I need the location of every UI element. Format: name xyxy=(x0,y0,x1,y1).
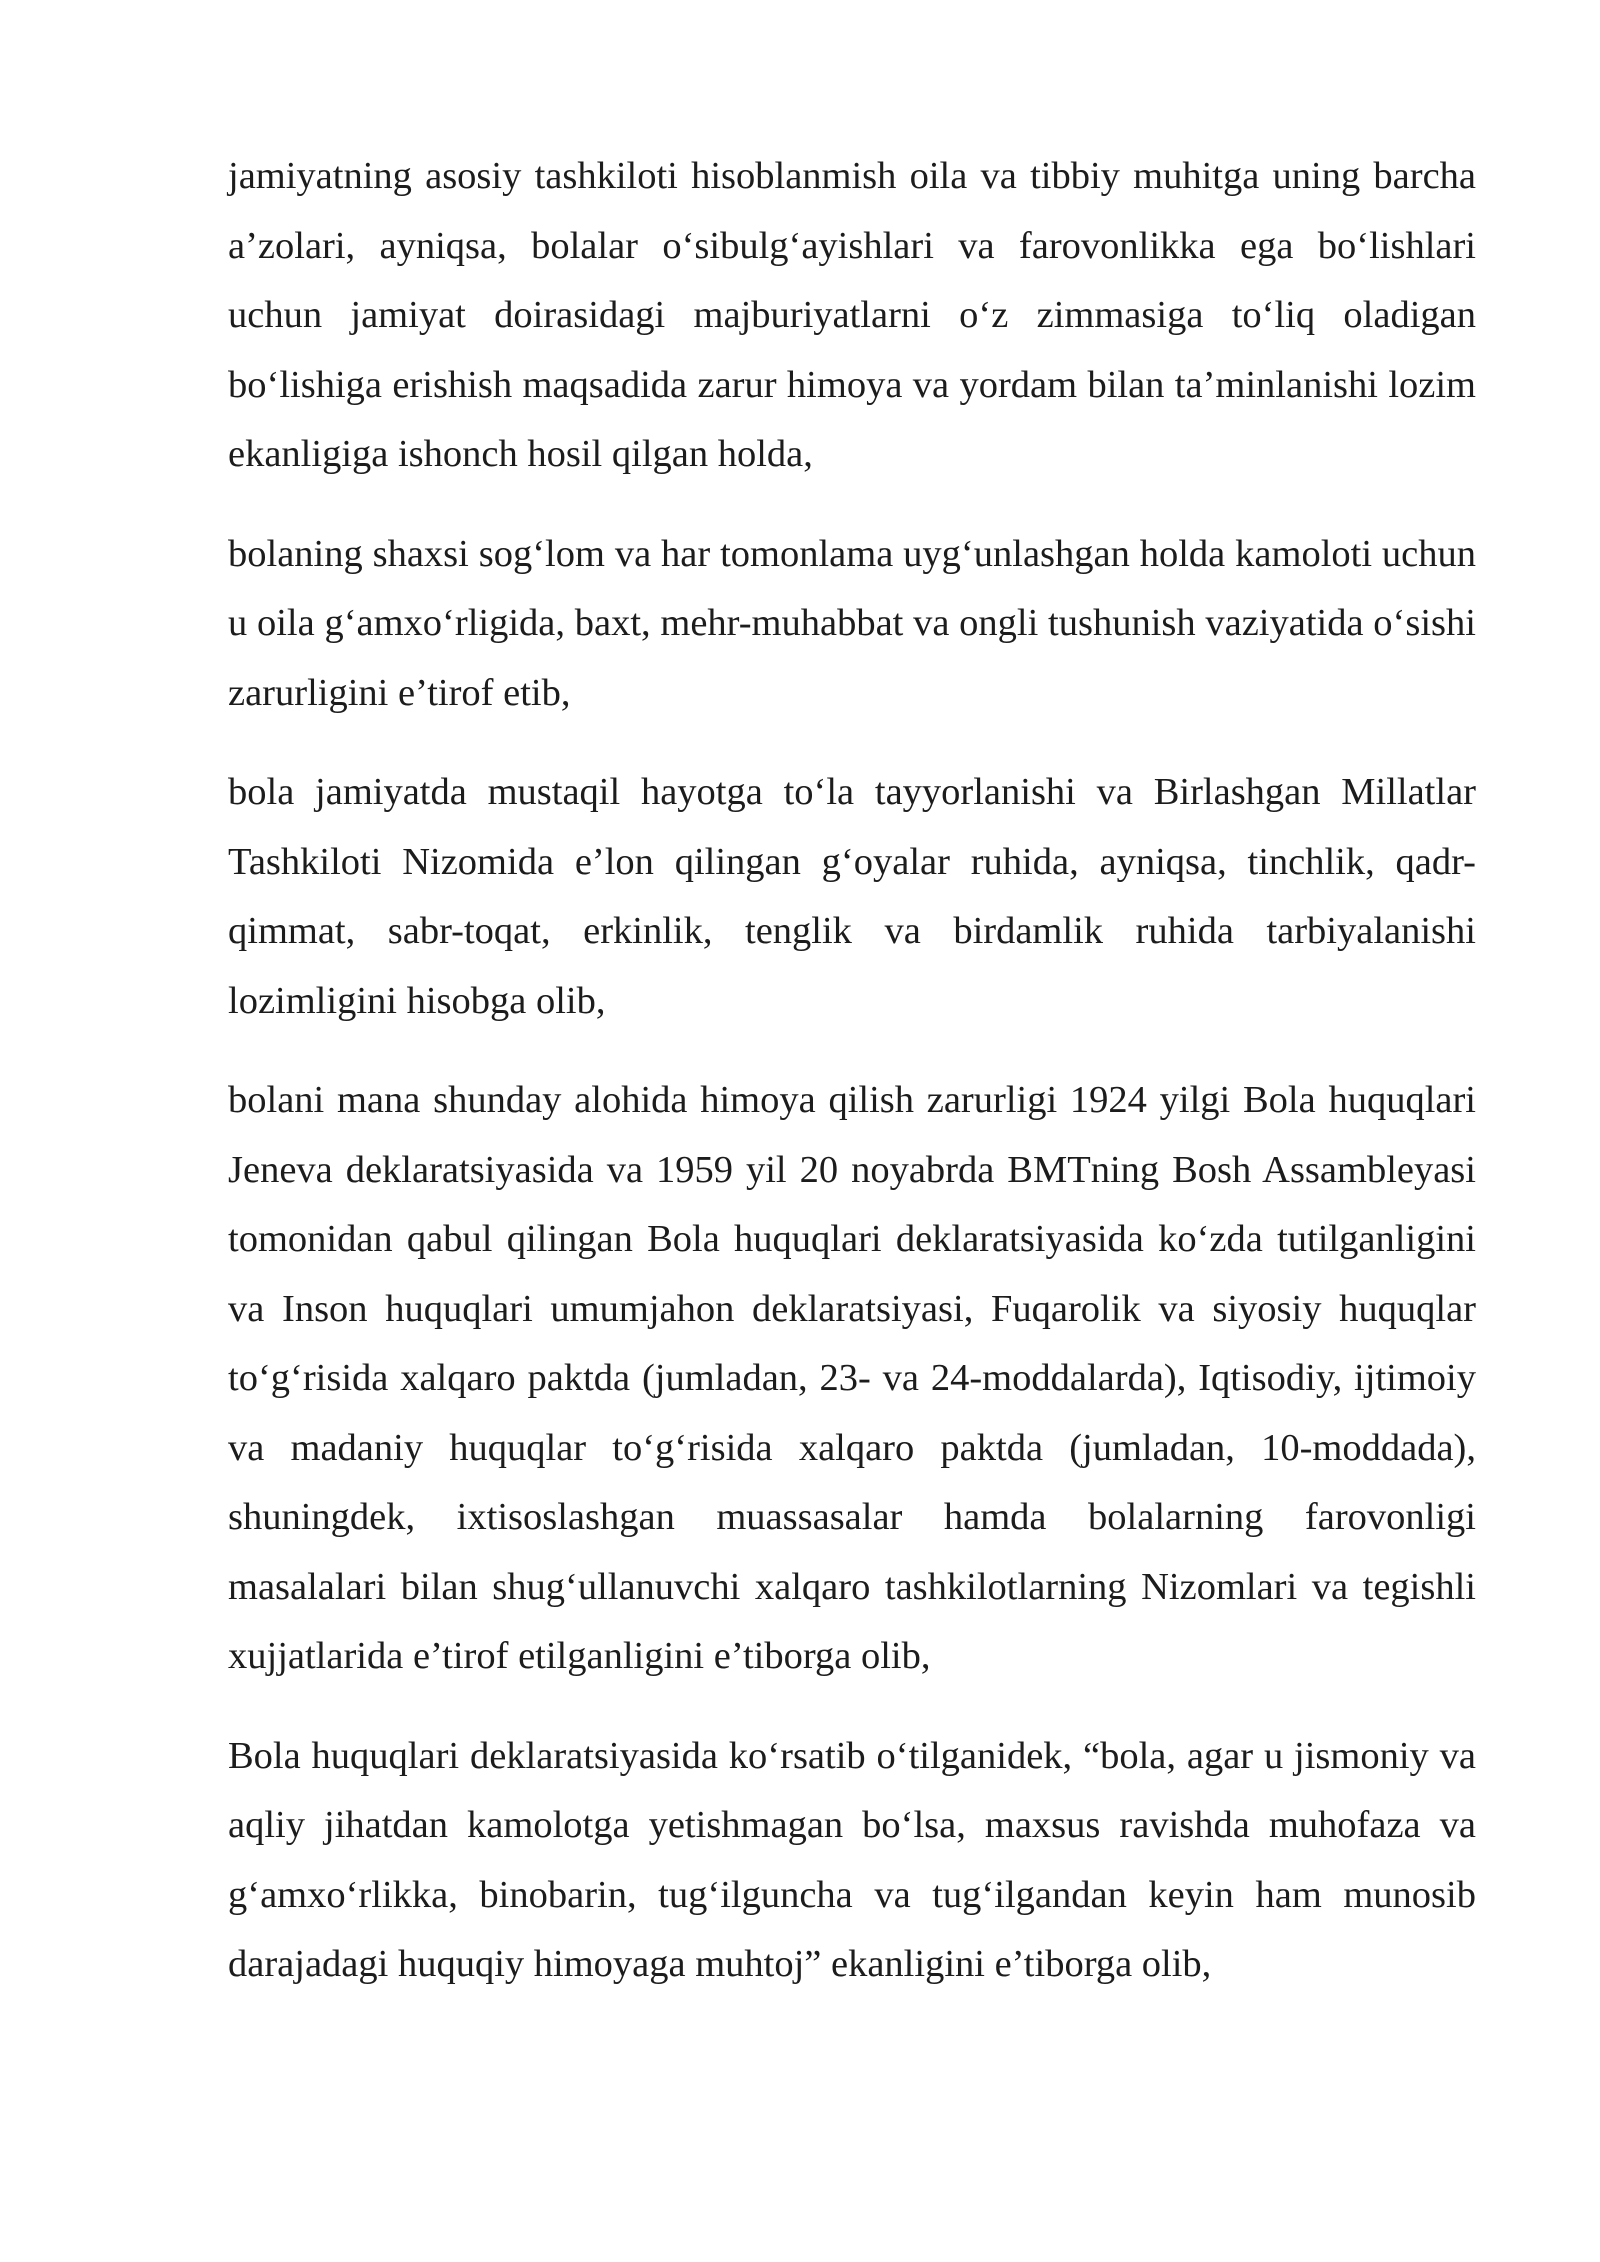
paragraph-1: jamiyatning asosiy tashkiloti hisoblanmish oila va tibbiy muhitga uning barcha a’zolari, ayniqsa, bolalar o‘sibulg‘ayishlari va farovonlikka ega bo‘lishlari uchun jamiyat doirasidagi majburiyatlarni o‘z zimmasiga to‘liq oladigan bo‘lishiga erishish maqsadida zarur himoya va yordam bilan ta’minlanishi lozim ekanligiga ishonch hosil qilgan holda, xyxy=(228,155,1476,475)
paragraph-5: Bola huquqlari deklaratsiyasida ko‘rsatib o‘tilganidek, “bola, agar u jismoniy va aqliy jihatdan kamolotga yetishmagan bo‘lsa, maxsus ravishda muhofaza va g‘amxo‘rlikka, binobarin, tug‘ilguncha va tug‘ilgandan keyin ham munosib darajadagi huquqiy himoyaga muhtoj” ekanligini e’tiborga olib, xyxy=(228,1734,1476,1985)
document-body xyxy=(228,142,1476,2030)
paragraph-3: bola jamiyatda mustaqil hayotga to‘la tayyorlanishi va Birlashgan Millatlar Tashkiloti Nizomida e’lon qilingan g‘oyalar ruhida, ayniqsa, tinchlik, qadr-qimmat, sabr-toqat, erkinlik, tenglik va birdamlik ruhida tarbiyalanishi lozimligini hisobga olib, xyxy=(228,771,1476,1022)
paragraph-2: bolaning shaxsi sog‘lom va har tomonlama uyg‘unlashgan holda kamoloti uchun u oila g‘amxo‘rligida, baxt, mehr-muhabbat va ongli tushunish vaziyatida o‘sishi zarurligini e’tirof etib, xyxy=(228,532,1476,714)
paragraph-4: bolani mana shunday alohida himoya qilish zarurligi 1924 yilgi Bola huquqlari Jeneva deklaratsiyasida va 1959 yil 20 noyabrda BMTning Bosh Assambleyasi tomonidan qabul qilingan Bola huquqlari deklaratsiyasida ko‘zda tutilganligini va Inson huquqlari umumjahon deklaratsiyasi, Fuqarolik va siyosiy huquqlar to‘g‘risida xalqaro paktda (jumladan, 23- va 24-moddalarda), Iqtisodiy, ijtimoiy va madaniy huquqlar to‘g‘risida xalqaro paktda (jumladan, 10-moddada), shuningdek, ixtisoslashgan muassasalar hamda bolalarning farovonligi masalalari bilan shug‘ullanuvchi xalqaro tashkilotlarning Nizomlari va tegishli xujjatlarida e’tirof etilganligini e’tiborga olib, xyxy=(228,1079,1476,1677)
